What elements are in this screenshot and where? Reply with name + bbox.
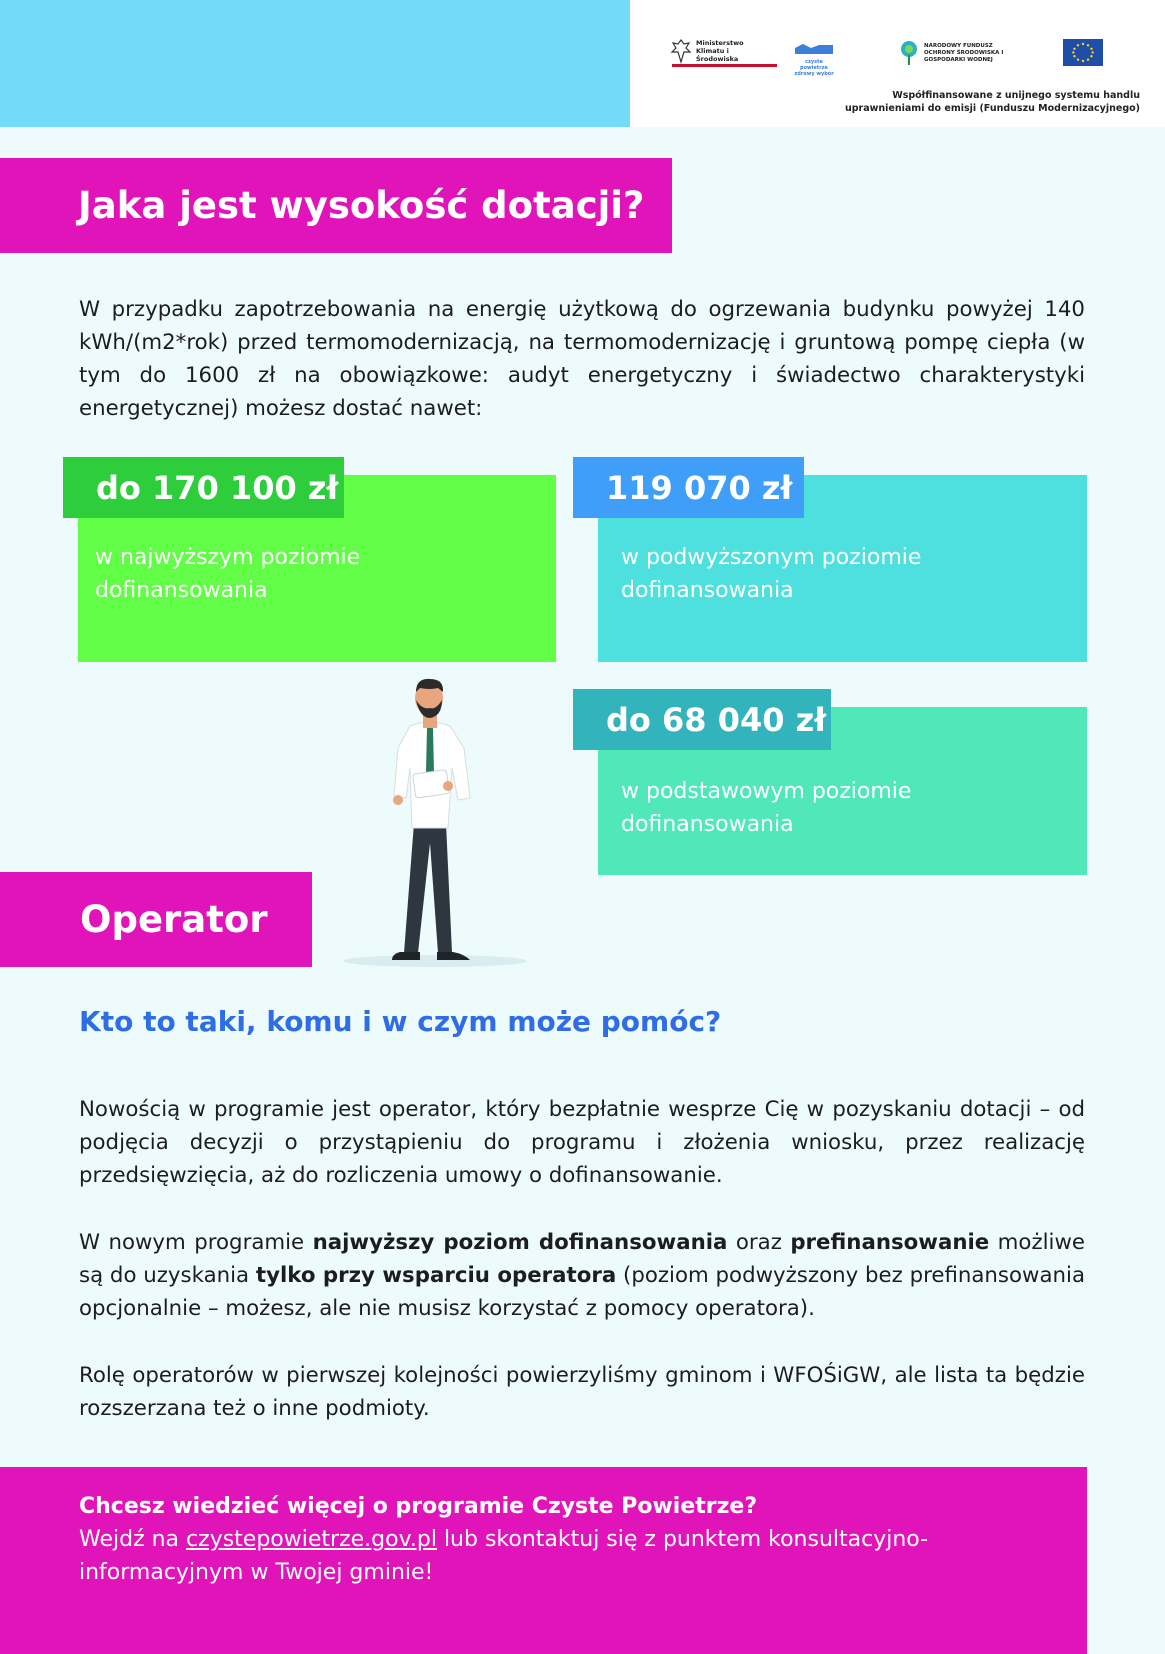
cofinancing-line2: uprawnieniami do emisji (Funduszu Modernizacyjnego) xyxy=(844,103,1140,114)
cofinancing-line1: Współfinansowane z unijnego systemu handlu xyxy=(892,90,1140,101)
website-link[interactable]: czystepowietrze.gov.pl xyxy=(186,1527,437,1552)
card-increased-desc-line1: w podwyższonym poziomie xyxy=(621,545,922,570)
header-accent-block xyxy=(0,0,630,127)
cofinancing-note xyxy=(790,89,1140,115)
p2-bold-operator-support: tylko przy wsparciu operatora xyxy=(255,1263,617,1288)
card-basic-desc-line1: w podstawowym poziomie xyxy=(621,779,912,804)
footer-text xyxy=(79,1490,1079,1589)
tree-drop-icon xyxy=(898,40,920,66)
p2-bold-prefinancing: prefinansowanie xyxy=(790,1230,990,1255)
eagle-emblem-icon xyxy=(670,38,692,64)
clean-air-logo-text: czyste powietrze zdrowy wybór xyxy=(794,59,834,77)
section-title-operator: Operator xyxy=(0,872,312,967)
card-increased-description xyxy=(621,541,921,607)
nfos-logo xyxy=(898,40,1004,66)
clean-air-logo xyxy=(793,40,835,77)
card-increased-desc-line2: dofinansowania xyxy=(621,578,794,603)
ministry-logo-text: Ministerstwo Klimatu i Środowiska xyxy=(696,39,744,63)
p2-text-g: (poziom podwyższony bez prefinansowania opcjonalnie – możesz, ale nie musisz korzystać z pomocy operatora). xyxy=(79,1263,1085,1321)
section-title-grant-amount: Jaka jest wysokość dotacji? xyxy=(0,158,672,253)
card-basic-description xyxy=(621,775,911,841)
p2-text-e: możliwe są do uzyskania xyxy=(79,1230,1085,1288)
card-highest-description xyxy=(95,541,360,607)
amount-increased: 119 070 zł xyxy=(573,457,804,518)
man-illustration xyxy=(330,668,530,973)
amount-basic: do 68 040 zł xyxy=(573,689,831,750)
house-icon xyxy=(793,43,835,55)
amount-highest: do 170 100 zł xyxy=(63,457,344,518)
ministry-logo-underline xyxy=(672,64,777,67)
p2-bold-highest-level: najwyższy poziom dofinansowania xyxy=(312,1230,728,1255)
footer-title: Chcesz wiedzieć więcej o programie Czyste Powietrze? xyxy=(79,1494,758,1519)
p2-text-c: oraz xyxy=(727,1230,791,1255)
card-highest-desc-line2: dofinansowania xyxy=(95,578,268,603)
nfos-logo-text: NARODOWY FUNDUSZ OCHRONY ŚRODOWISKA I GOSPODARKI WODNEJ xyxy=(924,42,1004,63)
footer-body xyxy=(79,1523,1079,1589)
operator-subheading: Kto to taki, komu i w czym może pomóc? xyxy=(79,1005,722,1038)
operator-paragraph-2 xyxy=(79,1226,1085,1325)
intro-paragraph: W przypadku zapotrzebowania na energię użytkową do ogrzewania budynku powyżej 140 kWh/(m2*rok) przed termomodernizacją, na termomodernizację i gruntową pompę ciepła (w tym do 1600 zł na obowiązkowe: audyt energetyczny i świadectwo charakterystyki energetycznej) możesz dostać nawet: xyxy=(79,297,1085,421)
footer-banner xyxy=(0,1467,1087,1654)
eu-flag-icon xyxy=(1063,39,1103,66)
card-highest-desc-line1: w najwyższym poziomie xyxy=(95,545,361,570)
ministry-logo xyxy=(670,38,768,64)
operator-paragraph-3: Rolę operatorów w pierwszej kolejności powierzyliśmy gminom i WFOŚiGW, ale lista ta będzie rozszerzana też o inne podmioty. xyxy=(79,1363,1085,1421)
card-basic-desc-line2: dofinansowania xyxy=(621,812,794,837)
operator-paragraph-1: Nowością w programie jest operator, który bezpłatnie wesprze Cię w pozyskaniu dotacji – od podjęcia decyzji o przystąpieniu do programu i złożenia wniosku, przez realizację przedsięwzięcia, aż do rozliczenia umowy o dofinansowanie. xyxy=(79,1097,1085,1188)
footer-text-b: lub skontaktuj się z punktem konsultacyjno-informacyjnym w Twojej gminie! xyxy=(79,1527,929,1585)
footer-text-a: Wejdź na xyxy=(79,1527,187,1552)
p2-text-a: W nowym programie xyxy=(79,1230,313,1255)
